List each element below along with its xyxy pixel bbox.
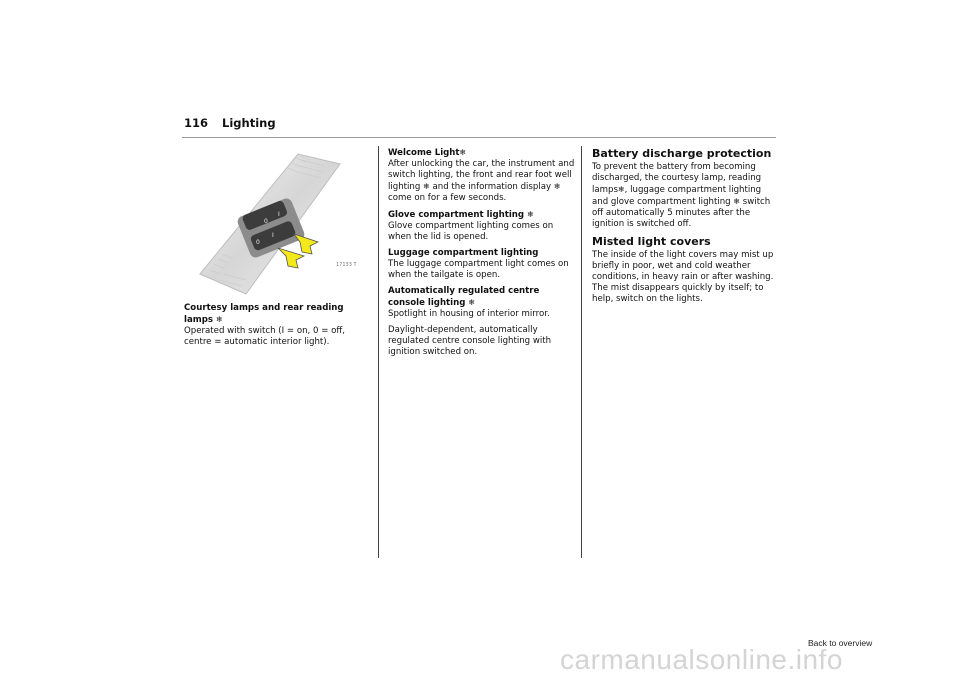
battery-protection-text: To prevent the battery from becoming discharged, the courtesy lamp, reading lamps❄, luggage compartment lighting and glove compartment lighting ❄ switch off automatically 5 minutes after the ignition is switched off. xyxy=(592,162,771,229)
column-3 xyxy=(592,147,776,310)
figure-code: 17133 T xyxy=(336,262,357,268)
misted-light-covers-title: Misted light covers xyxy=(592,235,711,248)
option-icon: ❄ xyxy=(617,185,625,194)
centre-console-title: Automatically regulated centre console lighting xyxy=(388,286,540,308)
battery-protection-title: Battery discharge protection xyxy=(592,147,772,160)
option-icon: ❄ xyxy=(215,315,223,324)
figure-caption xyxy=(184,303,374,348)
centre-console-section: Automatically regulated centre console lighting ❄ Spotlight in housing of interior mirror. xyxy=(388,286,550,319)
caption-text: Operated with switch (I = on, 0 = off, centre = automatic interior light). xyxy=(184,326,346,347)
svg-text:I: I xyxy=(278,211,280,218)
misted-light-covers-text: The inside of the light covers may mist up briefly in poor, wet and cold weather conditions, in heavy rain or after washing. The mist disappears quickly by itself; to help, switch on the lights. xyxy=(592,250,774,304)
option-icon: ❄ xyxy=(733,197,741,206)
luggage-compartment-title: Luggage compartment lighting xyxy=(388,248,539,258)
column-divider-2 xyxy=(581,146,582,558)
svg-text:0: 0 xyxy=(256,239,260,246)
welcome-light-section: Welcome Light❄ After unlocking the car, the instrument and switch lighting, the front and rear foot well lighting ❄ and the information display ❄ come on for a few seconds. xyxy=(388,148,575,203)
interior-lamp-illustration xyxy=(190,146,360,296)
option-icon: ❄ xyxy=(553,182,561,191)
page-title: Lighting xyxy=(222,116,276,130)
welcome-light-title: Welcome Light xyxy=(388,148,460,158)
column-2 xyxy=(388,147,576,363)
watermark: carmanualsonline.info xyxy=(560,644,843,675)
header-rule xyxy=(182,137,776,138)
back-to-overview-link[interactable]: Back to overview xyxy=(808,638,873,648)
column-divider-1 xyxy=(378,146,379,558)
caption-title: Courtesy lamps and rear reading lamps xyxy=(184,303,344,325)
option-icon: ❄ xyxy=(459,148,467,157)
option-icon: ❄ xyxy=(527,210,534,219)
glove-compartment-title: Glove compartment lighting xyxy=(388,210,525,220)
svg-text:0: 0 xyxy=(264,218,268,225)
option-icon: ❄ xyxy=(423,182,430,191)
svg-text:I: I xyxy=(272,232,274,239)
luggage-compartment-section: Luggage compartment lighting The luggage compartment light comes on when the tailgate is open. xyxy=(388,248,576,281)
daylight-section: Daylight-dependent, automatically regulated centre console lighting with ignition switched on. xyxy=(388,325,552,357)
page-number: 116 xyxy=(184,116,209,130)
option-icon: ❄ xyxy=(468,298,476,307)
glove-compartment-section: Glove compartment lighting ❄ Glove compartment lighting comes on when the lid is opened. xyxy=(388,210,554,242)
page-header xyxy=(184,116,276,130)
